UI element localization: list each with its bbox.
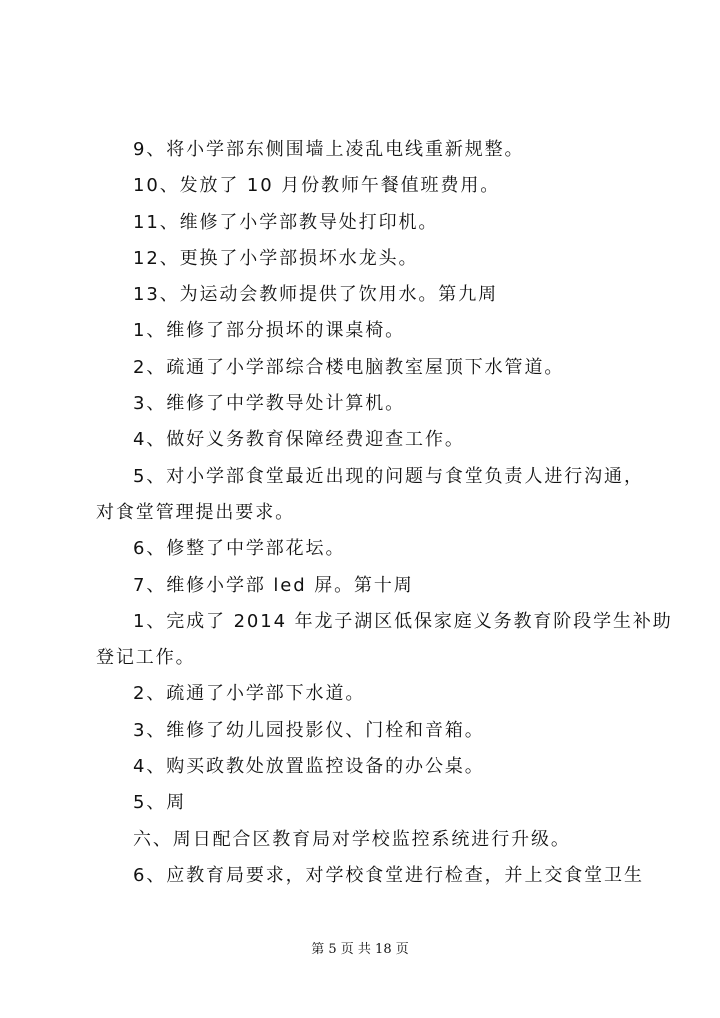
paragraph-line: 2、疏通了小学部综合楼电脑教室屋顶下水管道。 xyxy=(133,356,565,378)
paragraph-line: 5、对小学部食堂最近出现的问题与食堂负责人进行沟通， xyxy=(133,465,644,487)
paragraph-line: 4、做好义务教育保障经费迎查工作。 xyxy=(133,429,465,451)
paragraph-line: 1、维修了部分损坏的课桌椅。 xyxy=(133,320,406,342)
paragraph-line: 6、修整了中学部花坛。 xyxy=(133,538,346,560)
paragraph-line: 12、更换了小学部损坏水龙头。 xyxy=(133,247,419,269)
paragraph-line: 3、维修了幼儿园投影仪、门栓和音箱。 xyxy=(133,719,485,741)
paragraph-line: 六、周日配合区教育局对学校监控系统进行升级。 xyxy=(133,828,571,850)
document-body xyxy=(96,136,673,898)
paragraph-line: 9、将小学部东侧围墙上凌乱电线重新规整。 xyxy=(133,139,525,160)
paragraph-line: 3、维修了中学教导处计算机。 xyxy=(133,393,406,415)
paragraph-line: 10、发放了 10 月份教师午餐值班费用。 xyxy=(133,175,501,197)
paragraph-line: 4、购买政教处放置监控设备的办公桌。 xyxy=(133,756,485,778)
page-number-footer: 第 5 页 共 18 页 xyxy=(311,942,409,957)
paragraph-line: 11、维修了小学部教导处打印机。 xyxy=(133,211,439,233)
paragraph-line-continuation: 对食堂管理提出要求。 xyxy=(96,501,295,523)
paragraph-line: 2、疏通了小学部下水道。 xyxy=(133,683,366,705)
paragraph-line: 5、周 xyxy=(133,792,187,814)
paragraph-line: 1、完成了 2014 年龙子湖区低保家庭义务教育阶段学生补助 xyxy=(133,610,673,632)
paragraph-line-continuation: 登记工作。 xyxy=(96,647,196,669)
paragraph-line: 13、为运动会教师提供了饮用水。第九周 xyxy=(133,284,499,306)
paragraph-line: 7、维修小学部 led 屏。第十周 xyxy=(133,574,414,596)
paragraph-line: 6、应教育局要求，对学校食堂进行检查，并上交食堂卫生 xyxy=(133,864,644,886)
